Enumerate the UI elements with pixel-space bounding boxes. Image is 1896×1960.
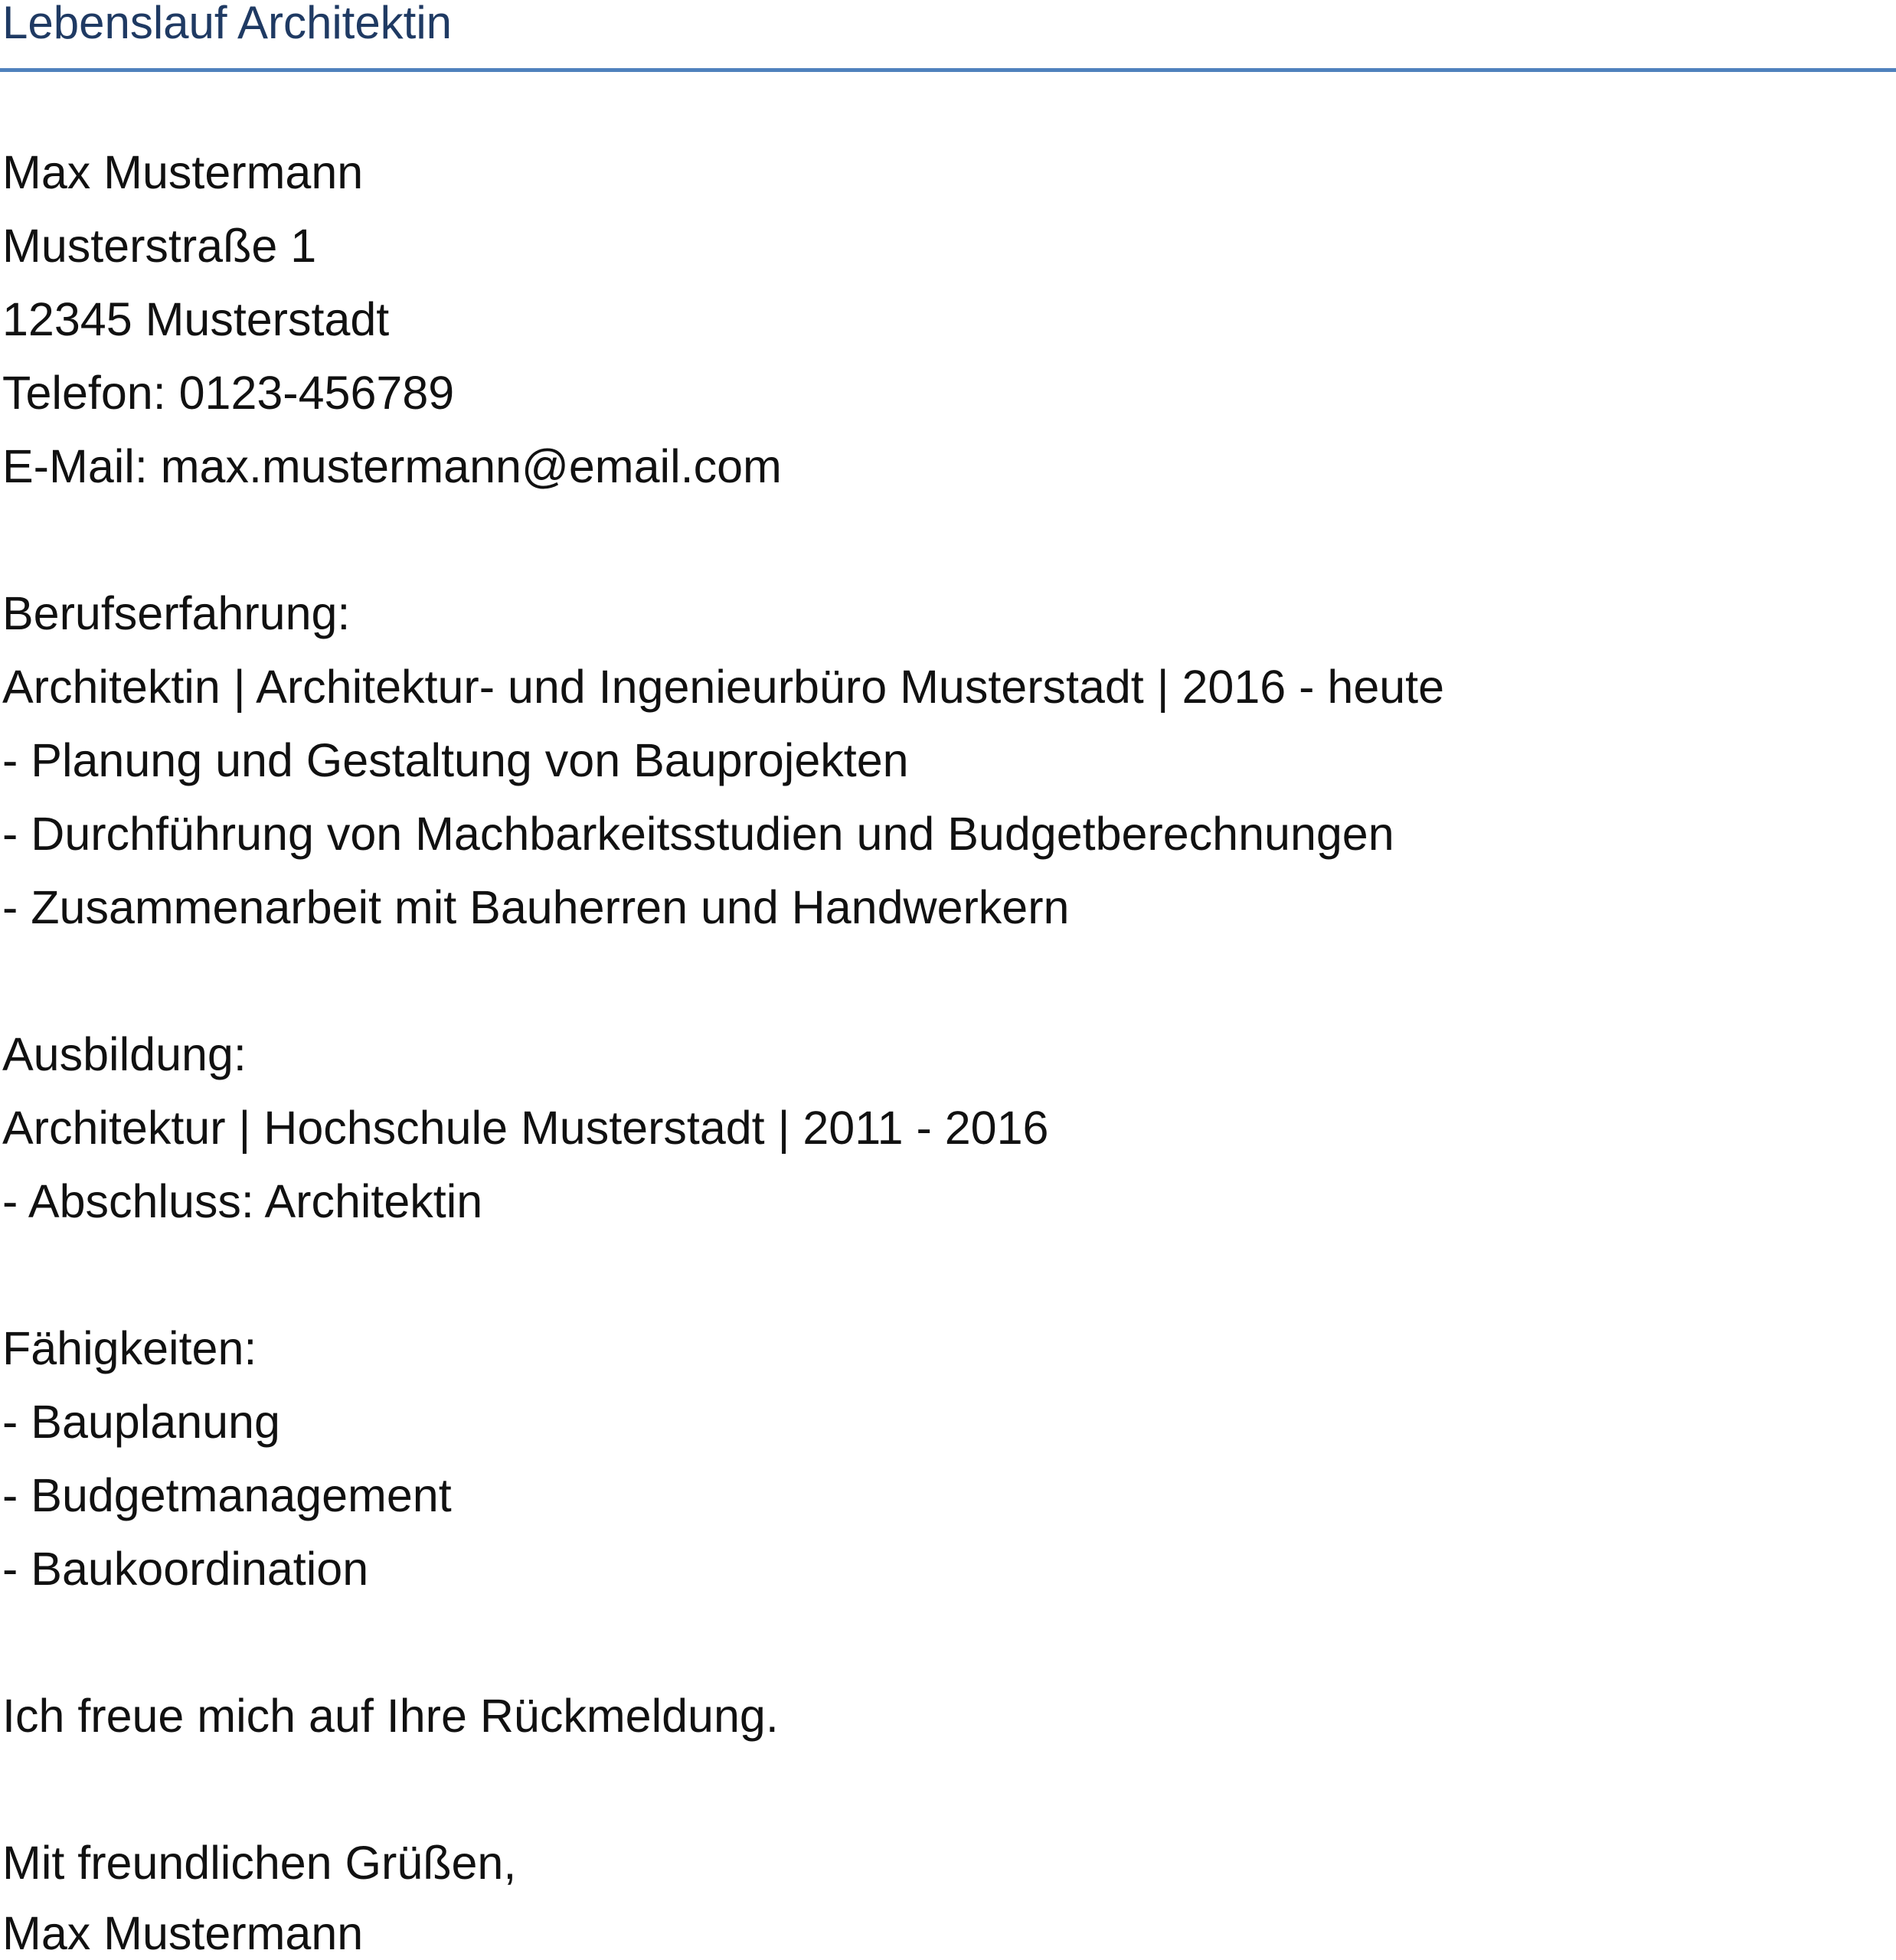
contact-name: Max Mustermann <box>2 146 364 198</box>
education-heading: Ausbildung: <box>2 1028 247 1080</box>
closing-salutation: Mit freundlichen Grüßen, <box>2 1837 517 1889</box>
experience-bullet: - Durchführung von Machbarkeitsstudien und Budgetberechnungen <box>2 808 1394 860</box>
education-entry: Architektur | Hochschule Musterstadt | 2011 - 2016 <box>2 1102 1049 1154</box>
closing-signature: Max Mustermann <box>2 1907 364 1959</box>
closing-text: Ich freue mich auf Ihre Rückmeldung. <box>2 1690 779 1742</box>
skills-bullet: - Baukoordination <box>2 1543 369 1595</box>
experience-bullet: - Zusammenarbeit mit Bauherren und Handwerkern <box>2 881 1070 933</box>
education-bullet: - Abschluss: Architektin <box>2 1175 483 1227</box>
skills-heading: Fähigkeiten: <box>2 1322 257 1374</box>
skills-bullet: - Budgetmanagement <box>2 1469 452 1521</box>
title-underline <box>0 68 1896 72</box>
experience-bullet: - Planung und Gestaltung von Bauprojekten <box>2 734 909 786</box>
experience-position: Architektin | Architektur- und Ingenieurbüro Musterstadt | 2016 - heute <box>2 661 1445 713</box>
document-title: Lebenslauf Architektin <box>2 0 453 48</box>
contact-city: 12345 Musterstadt <box>2 293 390 345</box>
skills-bullet: - Bauplanung <box>2 1396 280 1448</box>
contact-email: E-Mail: max.mustermann@email.com <box>2 440 782 492</box>
contact-phone: Telefon: 0123-456789 <box>2 367 455 419</box>
contact-street: Musterstraße 1 <box>2 220 317 272</box>
experience-heading: Berufserfahrung: <box>2 587 351 639</box>
